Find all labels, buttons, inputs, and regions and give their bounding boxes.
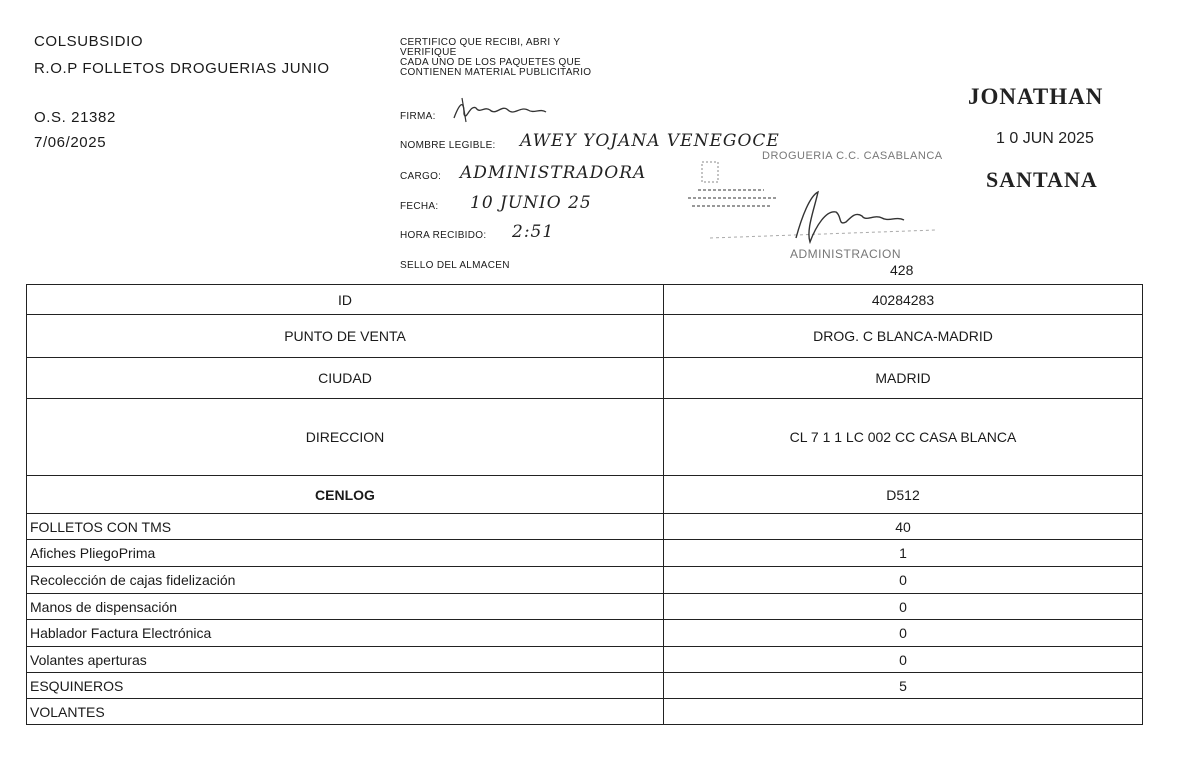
firma-signature: [450, 96, 560, 128]
stamp-store: DROGUERIA C.C. CASABLANCA: [762, 150, 943, 162]
cert-line: CERTIFICO QUE RECIBI, ABRI Y: [400, 37, 561, 48]
stamp-name-top: JONATHAN: [968, 84, 1104, 109]
item-label: Afiches PliegoPrima: [27, 540, 664, 567]
hora-value: 2:51: [512, 222, 555, 242]
item-label: Recolección de cajas fidelización: [27, 567, 664, 594]
stamp-number: 428: [890, 262, 914, 278]
stamp-name-bottom: SANTANA: [986, 167, 1098, 192]
table-row: [27, 476, 1143, 514]
info-label: PUNTO DE VENTA: [27, 315, 664, 358]
cert-line: CADA UNO DE LOS PAQUETES QUE: [400, 57, 582, 68]
table-row: [27, 399, 1143, 476]
info-label: DIRECCION: [27, 399, 664, 476]
cargo-value: ADMINISTRADORA: [460, 163, 647, 183]
item-value: 0: [664, 567, 1143, 594]
certification-text: [400, 38, 591, 78]
info-label: CENLOG: [27, 476, 664, 514]
company-name: COLSUBSIDIO: [34, 33, 144, 50]
item-label: VOLANTES: [27, 699, 664, 725]
table-row: [27, 514, 1143, 540]
info-value: DROG. C BLANCA-MADRID: [664, 315, 1143, 358]
item-value: 0: [664, 620, 1143, 647]
info-label: CIUDAD: [27, 358, 664, 399]
sello-label: SELLO DEL ALMACEN: [400, 260, 510, 271]
fecha-label: FECHA:: [400, 201, 439, 212]
info-value: MADRID: [664, 358, 1143, 399]
admin-signature: [706, 186, 946, 250]
item-label: Manos de dispensación: [27, 594, 664, 620]
cert-line: VERIFIQUE: [400, 47, 457, 58]
item-label: Volantes aperturas: [27, 647, 664, 673]
delivery-table: [26, 284, 1143, 725]
fecha-value: 10 JUNIO 25: [470, 193, 592, 213]
table-row: [27, 673, 1143, 699]
stamp-date: 1 0 JUN 2025: [996, 130, 1094, 147]
item-value: 0: [664, 647, 1143, 673]
nombre-label: NOMBRE LEGIBLE:: [400, 140, 496, 151]
item-label: Hablador Factura Electrónica: [27, 620, 664, 647]
item-value: 1: [664, 540, 1143, 567]
table-row: [27, 540, 1143, 567]
firma-label: FIRMA:: [400, 111, 436, 122]
order-number: O.S. 21382: [34, 109, 116, 126]
table-row: [27, 594, 1143, 620]
table-row: [27, 358, 1143, 399]
table-row: [27, 647, 1143, 673]
item-value: 0: [664, 594, 1143, 620]
item-label: FOLLETOS CON TMS: [27, 514, 664, 540]
table-row: [27, 567, 1143, 594]
table-row: [27, 699, 1143, 725]
stamp-role: ADMINISTRACION: [790, 247, 902, 261]
hora-label: HORA RECIBIDO:: [400, 230, 487, 241]
item-label: ESQUINEROS: [27, 673, 664, 699]
nombre-value: AWEY YOJANA VENEGOCE: [520, 131, 780, 151]
table-row: [27, 315, 1143, 358]
table-row: [27, 620, 1143, 647]
cargo-label: CARGO:: [400, 171, 442, 182]
document-date: 7/06/2025: [34, 134, 107, 151]
table-row: [27, 285, 1143, 315]
item-value: 40: [664, 514, 1143, 540]
info-label: ID: [27, 285, 664, 315]
info-value: CL 7 1 1 LC 002 CC CASA BLANCA: [664, 399, 1143, 476]
item-value: 5: [664, 673, 1143, 699]
info-value: 40284283: [664, 285, 1143, 315]
cert-line: CONTIENEN MATERIAL PUBLICITARIO: [400, 67, 592, 78]
document-title: R.O.P FOLLETOS DROGUERIAS JUNIO: [34, 60, 330, 77]
info-value: D512: [664, 476, 1143, 514]
item-value: [664, 699, 1143, 725]
